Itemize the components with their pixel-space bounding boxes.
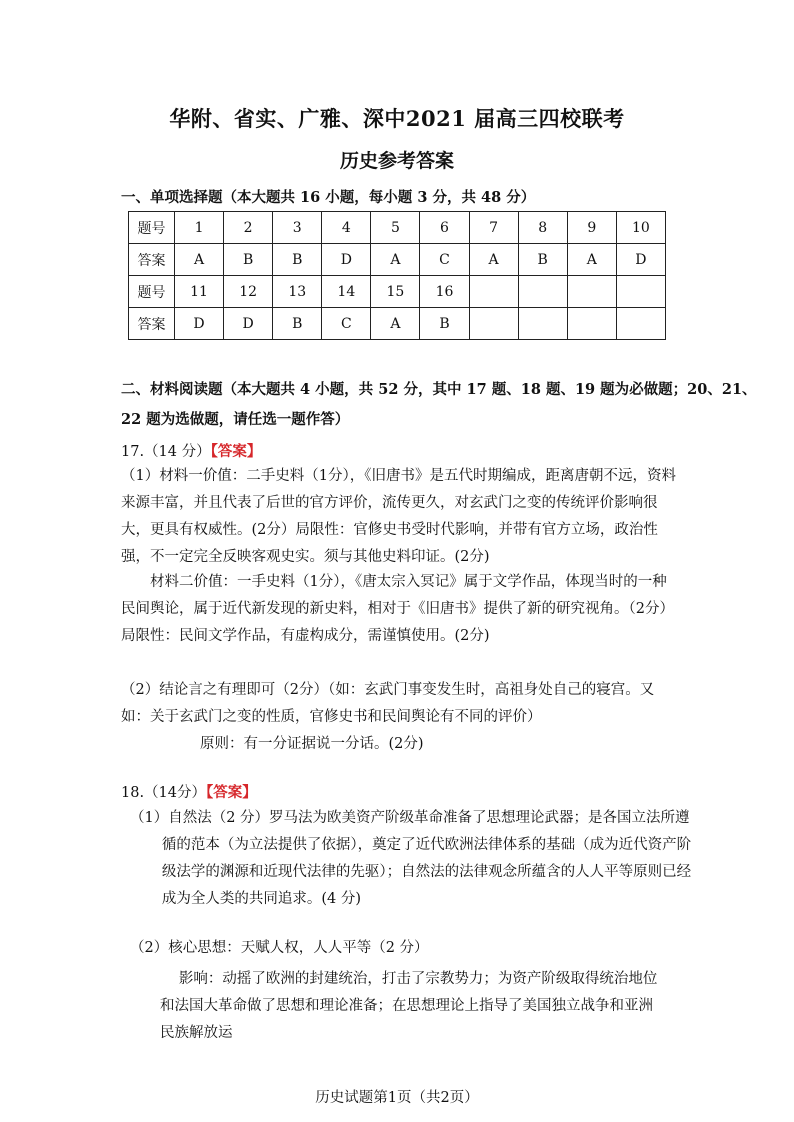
table-cell: 15 xyxy=(371,276,420,308)
q17-paragraph-4: 原则：有一分证据说一分话。(2分) xyxy=(200,736,424,752)
table-row xyxy=(129,308,666,340)
section2-heading-line2: 22 题为选做题，请任选一题作答） xyxy=(121,411,350,428)
table-cell: D xyxy=(616,244,665,276)
table-cell: A xyxy=(469,244,518,276)
section1-heading: 一、单项选择题（本大题共 16 小题，每小题 3 分，共 48 分） xyxy=(121,189,536,206)
table-cell xyxy=(469,308,518,340)
q18-label: 18.（14分） xyxy=(121,785,207,801)
q17-paragraph-1: （1）材料一价值：二手史料（1分），《旧唐书》是五代时期编成，距离唐朝不远，资料来源丰富，并且代表了后世的官方评价，流传更久，对玄武门之变的传统评价影响很大，更具有权威性。(2分）局限性：官修史书受时代影响，并带有官方立场，政治性强，不一定完全反映客观史实。须与其他史料印证。(2分) xyxy=(121,468,676,565)
table-cell: 11 xyxy=(175,276,224,308)
table-cell: 3 xyxy=(273,212,322,244)
q17-paragraph-2: 材料二价值：一手史料（1分），《唐太宗入冥记》属于文学作品，体现当时的一种民间舆论，属于近代新发现的新史料，相对于《旧唐书》提供了新的研究视角。（2分）局限性：民间文学作品，有虚构成分，需谨慎使用。(2分) xyxy=(121,574,674,644)
table-cell: A xyxy=(371,308,420,340)
row-label: 答案 xyxy=(129,244,175,276)
answer-table xyxy=(128,211,666,340)
table-cell: 1 xyxy=(175,212,224,244)
table-cell: B xyxy=(224,244,273,276)
q17-paragraph-3: （2）结论言之有理即可（2分）（如：玄武门事变发生时，高祖身处自己的寝宫。又如：关于玄武门之变的性质，官修史书和民间舆论有不同的评价） xyxy=(121,682,655,725)
table-cell: D xyxy=(322,244,371,276)
table-cell xyxy=(518,308,567,340)
table-cell: 7 xyxy=(469,212,518,244)
table-cell: B xyxy=(273,244,322,276)
table-row xyxy=(129,212,666,244)
table-cell: C xyxy=(420,244,469,276)
table-cell: 6 xyxy=(420,212,469,244)
table-cell xyxy=(567,308,616,340)
section2-heading-line1: 二、材料阅读题（本大题共 4 小题，共 52 分，其中 17 题、18 题、19 题为必做题；20、21、 xyxy=(121,381,757,398)
page-footer: 历史试题第1页（共2页） xyxy=(315,1090,479,1106)
table-row xyxy=(129,276,666,308)
table-cell: 14 xyxy=(322,276,371,308)
q18-answer-tag: 【答案】 xyxy=(206,784,257,801)
q17-answer-tag: 【答案】 xyxy=(210,443,262,460)
table-cell: 5 xyxy=(371,212,420,244)
table-cell: B xyxy=(518,244,567,276)
q18-paragraph-2: （2）核心思想：天赋人权，人人平等（2 分） xyxy=(130,940,429,956)
table-cell xyxy=(469,276,518,308)
document-title: 华附、省实、广雅、深中2021 届高三四校联考 xyxy=(169,106,625,131)
table-cell: B xyxy=(420,308,469,340)
row-label: 题号 xyxy=(129,276,175,308)
table-cell: A xyxy=(371,244,420,276)
table-cell: 10 xyxy=(616,212,665,244)
table-cell: C xyxy=(322,308,371,340)
table-cell xyxy=(616,308,665,340)
table-cell xyxy=(567,276,616,308)
table-cell: B xyxy=(273,308,322,340)
table-cell: D xyxy=(224,308,273,340)
q18-paragraph-1: （1）自然法（2 分）罗马法为欧美资产阶级革命准备了思想理论武器；是各国立法所遵循的范本（为立法提供了依据），奠定了近代欧洲法律体系的基础（成为近代资产阶级法学的渊源和近现代法律的先驱）；自然法的法律观念所蕴含的人人平等原则已经成为全人类的共同追求。(4 分) xyxy=(130,810,692,907)
table-cell: A xyxy=(567,244,616,276)
q18-paragraph-3: 影响：动摇了欧洲的封建统治，打击了宗教势力；为资产阶级取得统治地位和法国大革命做了思想和理论准备；在思想理论上指导了美国独立战争和亚洲民族解放运 xyxy=(160,971,658,1041)
q17-label: 17.（14 分） xyxy=(121,444,211,460)
table-cell xyxy=(518,276,567,308)
table-cell: D xyxy=(175,308,224,340)
q18-header xyxy=(121,781,257,802)
table-cell xyxy=(616,276,665,308)
row-label: 题号 xyxy=(129,212,175,244)
table-cell: 16 xyxy=(420,276,469,308)
row-label: 答案 xyxy=(129,308,175,340)
table-cell: 8 xyxy=(518,212,567,244)
table-cell: 2 xyxy=(224,212,273,244)
document-subtitle: 历史参考答案 xyxy=(339,150,454,172)
q17-header xyxy=(121,440,261,461)
table-cell: 13 xyxy=(273,276,322,308)
table-row xyxy=(129,244,666,276)
table-cell: 12 xyxy=(224,276,273,308)
table-cell: A xyxy=(175,244,224,276)
table-cell: 4 xyxy=(322,212,371,244)
table-cell: 9 xyxy=(567,212,616,244)
